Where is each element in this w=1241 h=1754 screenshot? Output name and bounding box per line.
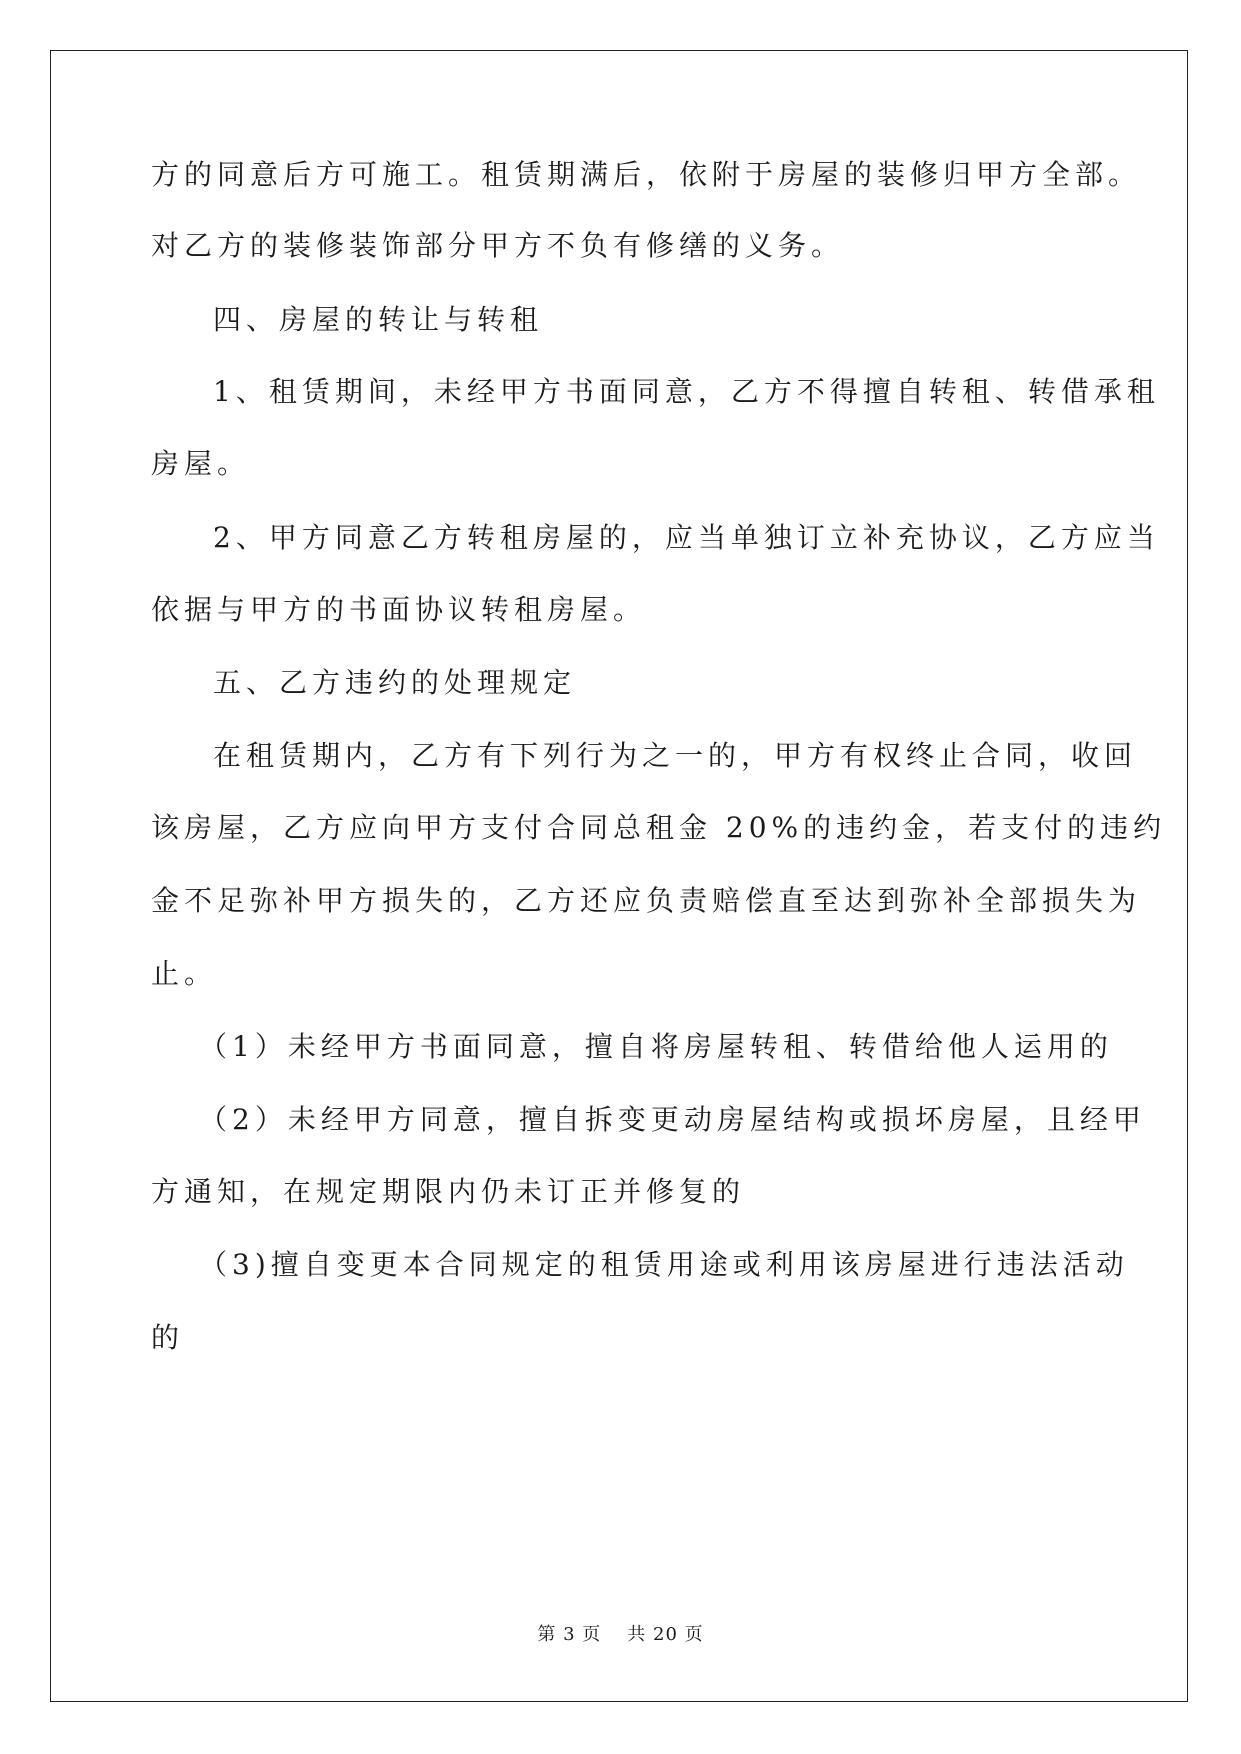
page-footer [0,1620,1241,1646]
paragraph-line: 2、甲方同意乙方转租房屋的，应当单独订立补充协议，乙方应当 [213,521,1160,554]
paragraph-line: 止。 [151,957,218,990]
paragraph-line: 对乙方的装修装饰部分甲方不负有修缮的义务。 [151,229,845,262]
section-heading: 五、乙方违约的处理规定 [213,666,577,699]
paragraph-line: 房屋。 [151,447,251,480]
paragraph-line: 1、租赁期间，未经甲方书面同意，乙方不得擅自转租、转借承租 [213,375,1160,408]
list-item: （3)擅自变更本合同规定的租赁用途或利用该房屋进行违法活动 [199,1248,1129,1281]
page-number: 第 3 页 [537,1624,602,1645]
section-heading: 四、房屋的转让与转租 [213,303,544,336]
page-border [50,50,1188,1702]
paragraph-line: 该房屋，乙方应向甲方支付合同总租金 20%的违约金，若支付的违约 [151,811,1167,844]
paragraph-line: 的 [151,1321,185,1354]
paragraph-line: 方的同意后方可施工。租赁期满后，依附于房屋的装修归甲方全部。 [151,158,1142,191]
list-item: （2）未经甲方同意，擅自拆变更动房屋结构或损坏房屋，且经甲 [199,1103,1146,1136]
page-total: 共 20 页 [627,1624,704,1645]
paragraph-line: 金不足弥补甲方损失的，乙方还应负责赔偿直至达到弥补全部损失为 [151,884,1142,917]
paragraph-line: 在租赁期内，乙方有下列行为之一的，甲方有权终止合同，收回 [213,739,1138,772]
paragraph-line: 方通知，在规定期限内仍未订正并修复的 [151,1175,746,1208]
list-item: （1）未经甲方书面同意，擅自将房屋转租、转借给他人运用的 [199,1030,1113,1063]
paragraph-line: 依据与甲方的书面协议转租房屋。 [151,593,647,626]
